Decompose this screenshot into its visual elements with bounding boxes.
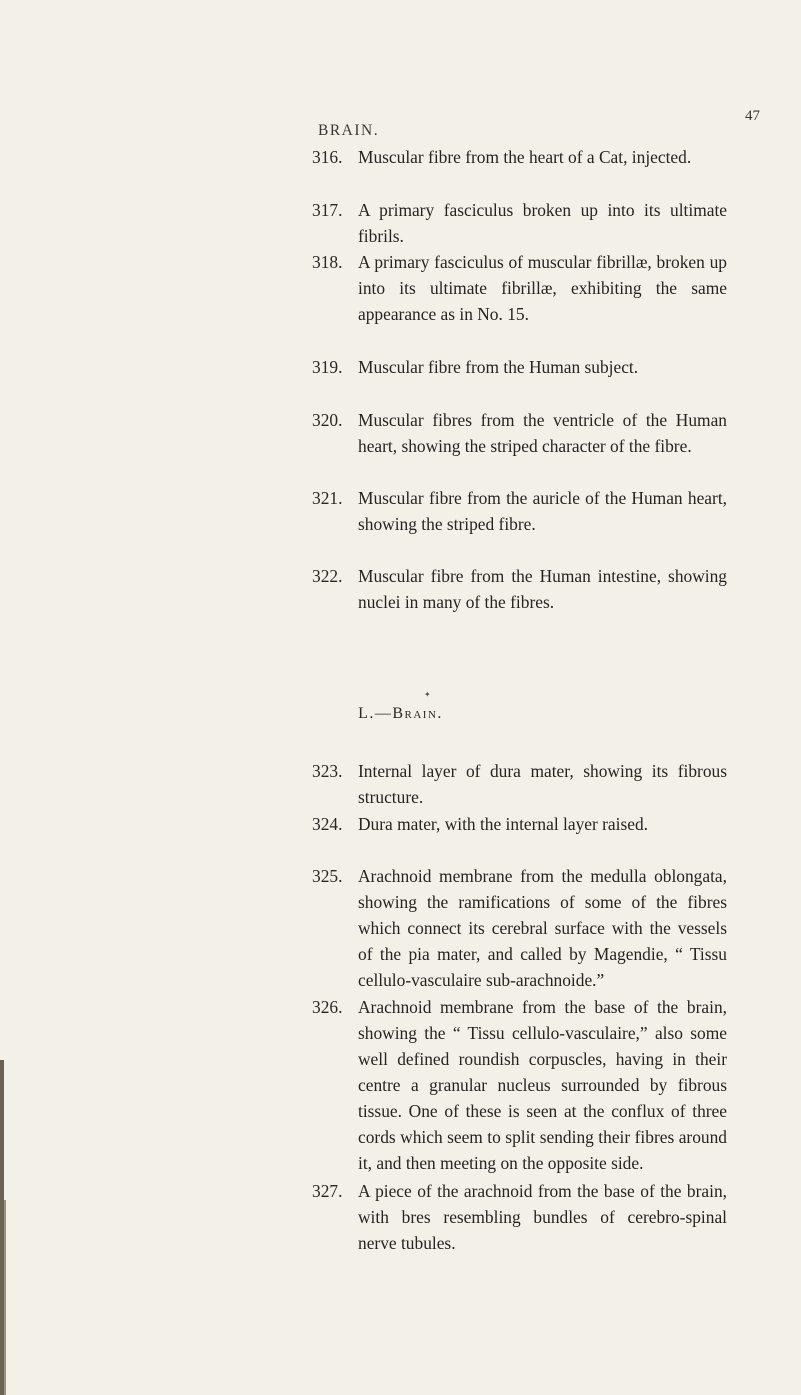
- entry-text: Muscular fibre from the auricle of the Human heart, showing the striped fibre.: [358, 488, 727, 534]
- catalogue-entry-320: [312, 407, 727, 459]
- entry-number: 321.: [312, 488, 343, 508]
- entry-text: Dura mater, with the internal layer raised.: [358, 814, 648, 834]
- page-number: 47: [745, 108, 760, 124]
- catalogue-entry-322: [312, 563, 727, 615]
- entry-number: 320.: [312, 410, 343, 430]
- catalogue-entry-324: [312, 811, 727, 837]
- entry-number: 324.: [312, 814, 343, 834]
- entry-number: 323.: [312, 761, 343, 781]
- entry-number: 327.: [312, 1181, 343, 1201]
- catalogue-entry-327: [312, 1178, 727, 1256]
- entry-text: A primary fasciculus broken up into its ultimate fibrils.: [358, 200, 727, 246]
- entry-number: 325.: [312, 866, 343, 886]
- catalogue-entry-325: [312, 863, 727, 993]
- entry-text: Arachnoid membrane from the base of the brain, showing the “ Tissu cellulo-vasculaire,” also some well defined roundish corpuscles, having in their centre a granular nucleus surrounded by fibrous tissue. One of these is seen at the conflux of three cords which seem to split sending their fibres around it, and then meeting on the opposite side.: [358, 997, 727, 1173]
- entry-text: Arachnoid membrane from the medulla oblongata, showing the ramifications of some of the fibres which connect its cerebral surface with the vessels of the pia mater, and called by Magendie, “ Tissu cellulo-vasculaire sub-arachnoide.”: [358, 866, 727, 990]
- entry-text: Muscular fibre from the heart of a Cat, injected.: [358, 147, 692, 167]
- entry-number: 326.: [312, 997, 343, 1017]
- entry-number: 319.: [312, 357, 343, 377]
- entry-number: 318.: [312, 252, 343, 272]
- printer-mark: ✦: [424, 690, 431, 699]
- catalogue-entry-323: [312, 758, 727, 810]
- entry-text: Internal layer of dura mater, showing its fibrous structure.: [358, 761, 727, 807]
- entry-number: 322.: [312, 566, 343, 586]
- entry-text: Muscular fibre from the Human intestine, showing nuclei in many of the fibres.: [358, 566, 727, 612]
- entry-text: Muscular fibres from the ventricle of the Human heart, showing the striped character of the fibre.: [358, 410, 727, 456]
- catalogue-entry-317: [312, 197, 727, 249]
- section-heading-text: L.—Brain.: [358, 705, 443, 722]
- entry-text: A piece of the arachnoid from the base of the brain, with bres resembling bundles of cerebro-spinal nerve tubules.: [358, 1181, 727, 1253]
- section-heading: [0, 705, 801, 723]
- entry-text: A primary fasciculus of muscular fibrillæ, broken up into its ultimate fibrillæ, exhibiting the same appearance as in No. 15.: [358, 252, 727, 324]
- entry-number: 316.: [312, 147, 343, 167]
- entry-number: 317.: [312, 200, 343, 220]
- catalogue-entry-326: [312, 994, 727, 1176]
- catalogue-entry-316: [312, 144, 727, 170]
- page-edge-shadow-inner: [4, 1200, 6, 1395]
- catalogue-entry-318: [312, 249, 727, 327]
- catalogue-entry-319: [312, 354, 727, 380]
- entry-text: Muscular fibre from the Human subject.: [358, 357, 639, 377]
- running-head: [0, 108, 801, 142]
- running-title: BRAIN.: [318, 122, 380, 139]
- catalogue-entry-321: [312, 485, 727, 537]
